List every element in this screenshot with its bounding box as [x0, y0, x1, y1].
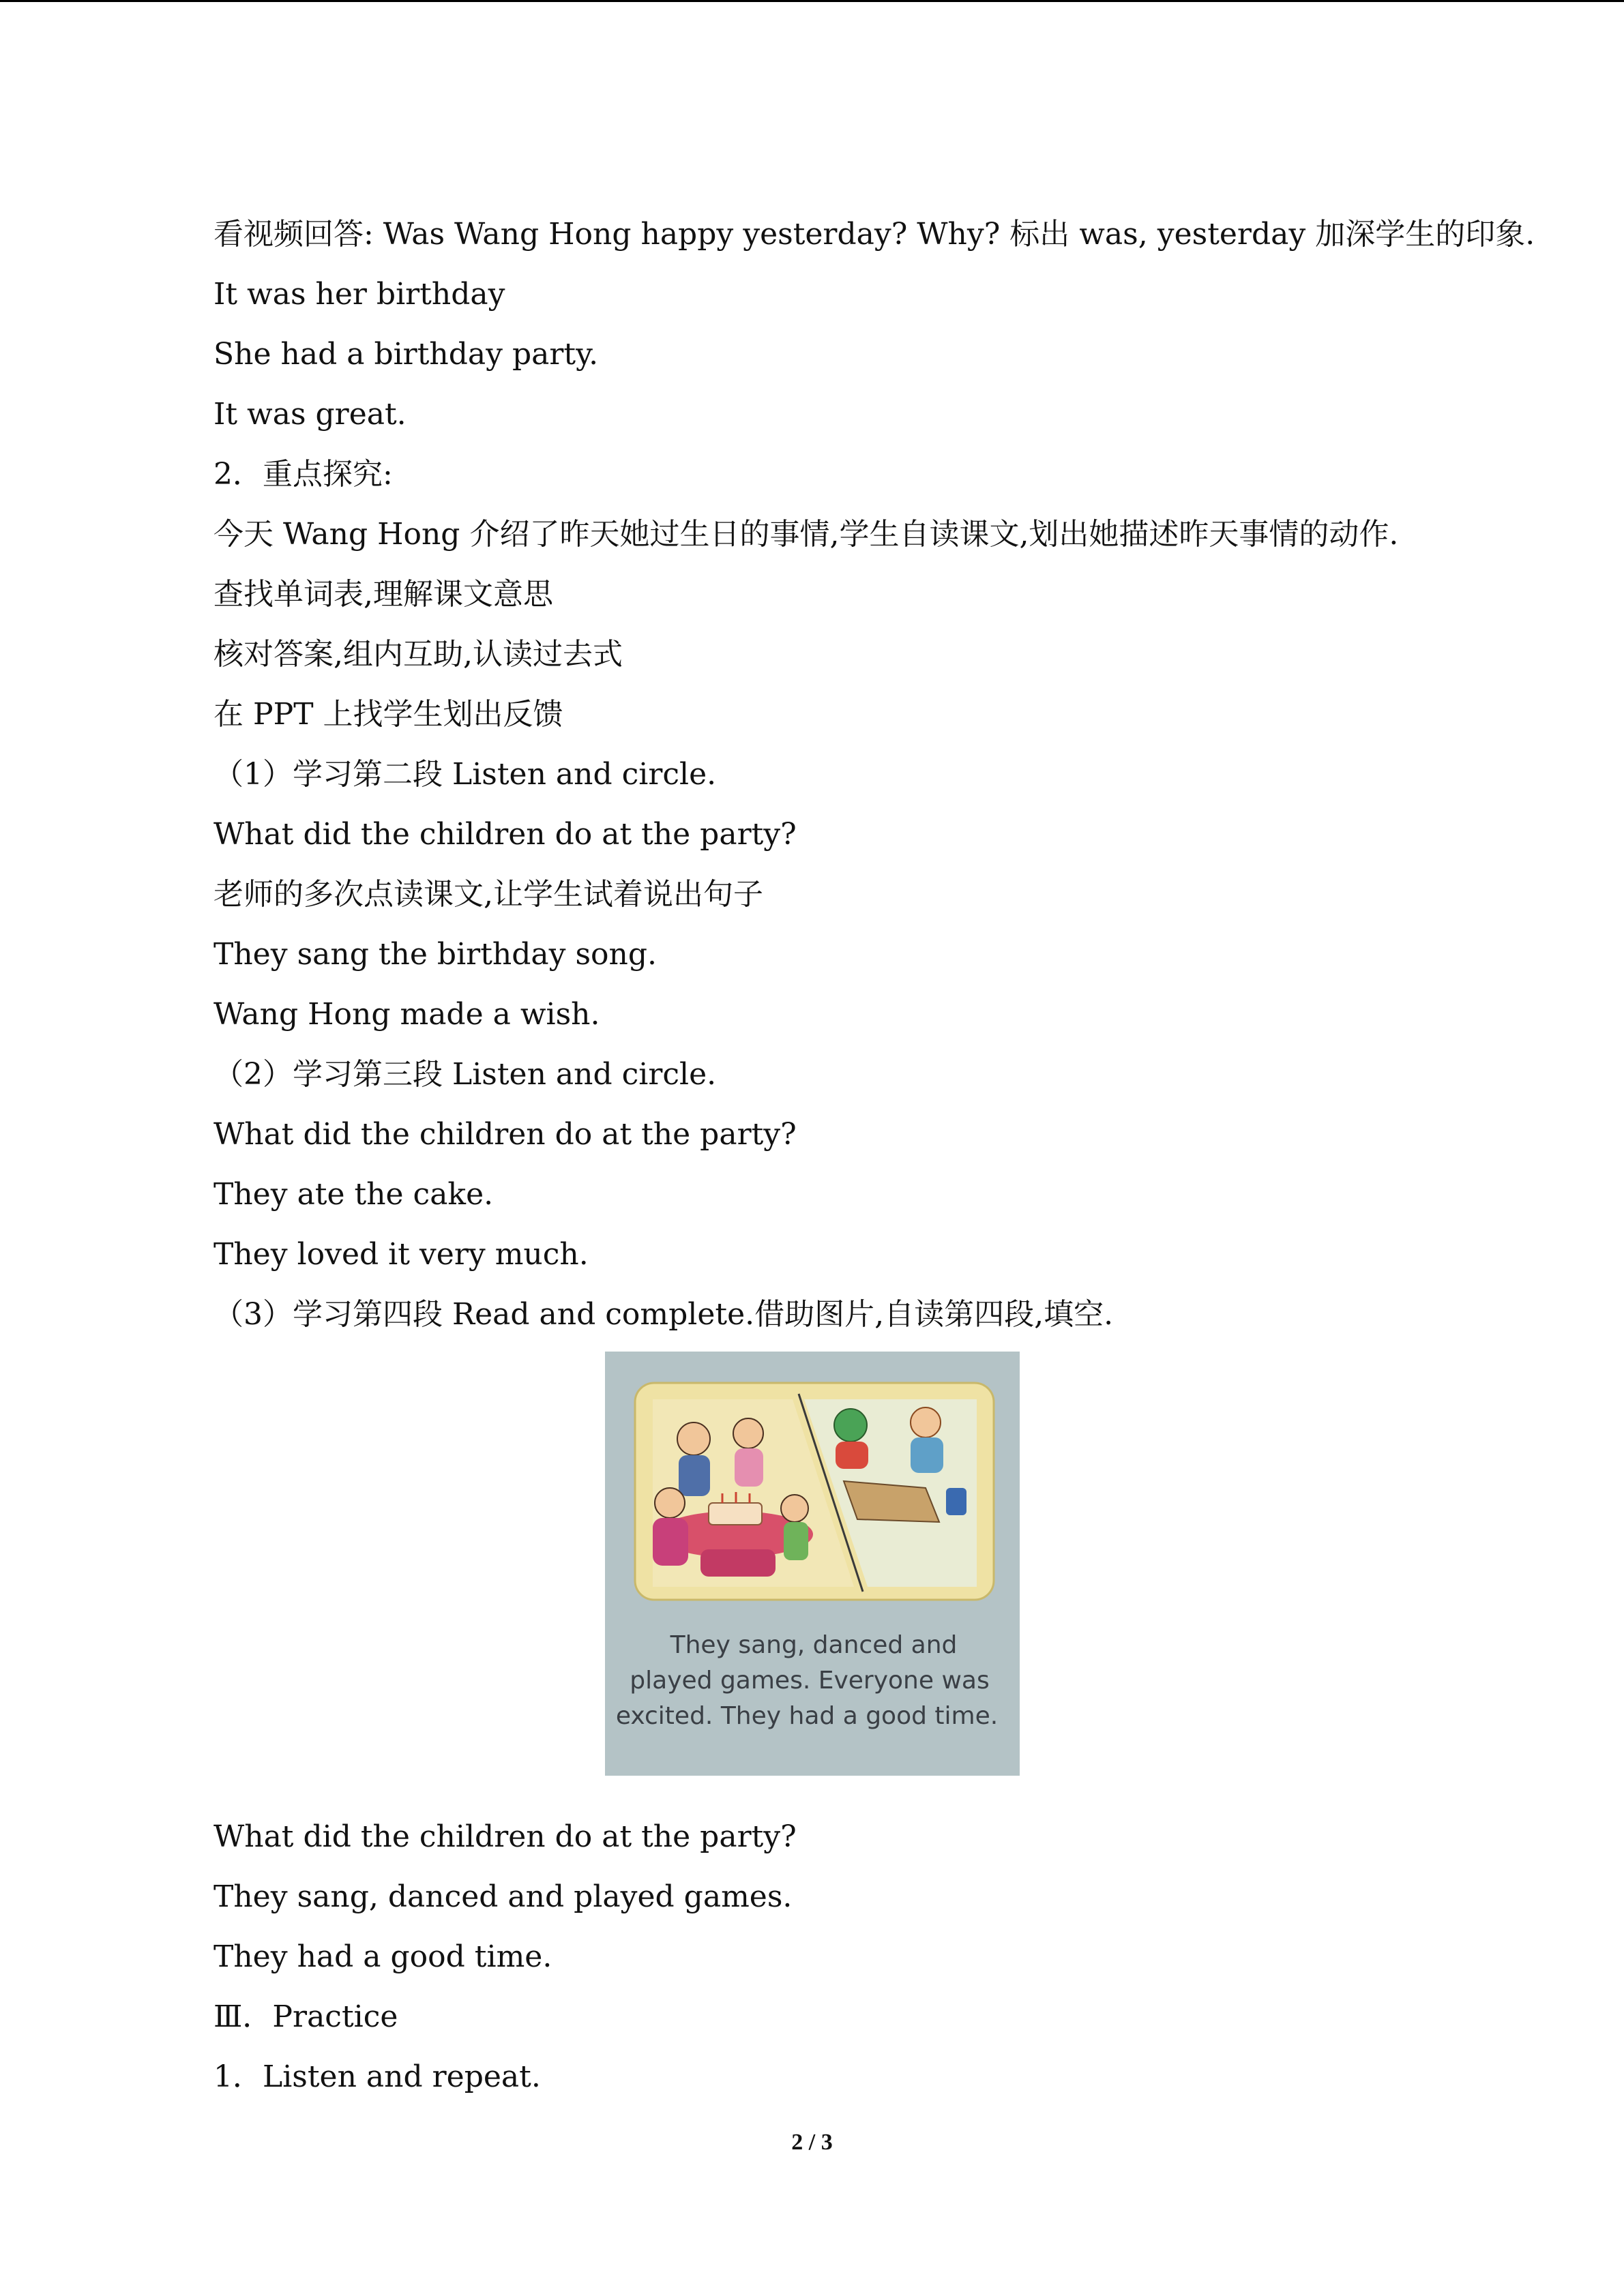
text-line: 今天 Wang Hong 介绍了昨天她过生日的事情,学生自读课文,划出她描述昨天事情的动作.: [213, 517, 1399, 552]
text-line: 1．Listen and repeat.: [213, 2059, 541, 2094]
textbook-illustration: [605, 1352, 1020, 1776]
subsection-heading: （1）学习第二段 Listen and circle.: [213, 757, 717, 792]
text-line: It was great.: [213, 397, 407, 432]
text-line: They had a good time.: [213, 1939, 552, 1974]
subsection-heading: （3）学习第四段 Read and complete.借助图片,自读第四段,填空.: [213, 1297, 1114, 1332]
document-body: [213, 205, 1535, 2107]
person-head: [655, 1488, 685, 1518]
text-line: Wang Hong made a wish.: [213, 997, 600, 1032]
text-line: What did the children do at the party?: [213, 1819, 797, 1854]
illustration-svg: [605, 1352, 1020, 1776]
text-line: 查找单词表,理解课文意思: [213, 577, 553, 612]
caption-line: excited. They had a good time.: [615, 1702, 999, 1730]
person-body: [653, 1518, 688, 1566]
text-line: 老师的多次点读课文,让学生试着说出句子: [213, 877, 763, 912]
text-line: It was her birthday: [213, 277, 505, 312]
person-head: [781, 1495, 808, 1522]
text-line: 核对答案,组内互助,认读过去式: [213, 637, 623, 672]
page-number: 2 / 3: [791, 2130, 833, 2155]
text-line: 在 PPT 上找学生划出反馈: [213, 697, 563, 732]
toy-character-body: [836, 1442, 868, 1469]
text-line: What did the children do at the party?: [213, 1117, 797, 1152]
caption-line: played games. Everyone was: [630, 1667, 990, 1695]
person-head: [733, 1418, 763, 1448]
text-line: They sang, danced and played games.: [213, 1879, 793, 1914]
birthday-cake: [709, 1503, 762, 1525]
text-line: They loved it very much.: [213, 1237, 589, 1272]
game-board: [844, 1481, 939, 1522]
text-line: She had a birthday party.: [213, 337, 599, 372]
text-line: 看视频回答: Was Wang Hong happy yesterday? Why? 标出 was, yesterday 加深学生的印象.: [213, 217, 1535, 252]
toy-character-head: [834, 1409, 867, 1442]
subsection-heading: （2）学习第三段 Listen and circle.: [213, 1057, 717, 1092]
person-head: [677, 1422, 710, 1455]
boy-body: [911, 1437, 943, 1473]
person-body: [735, 1448, 763, 1487]
children-group: [700, 1549, 776, 1577]
text-line: What did the children do at the party?: [213, 817, 797, 852]
game-piece: [946, 1488, 966, 1515]
text-line: They sang the birthday song.: [213, 937, 658, 972]
text-line: They ate the cake.: [213, 1177, 494, 1212]
page-top-border: [0, 0, 1624, 2]
section-heading: Ⅲ．Practice: [213, 1999, 398, 2034]
person-body: [679, 1455, 710, 1496]
person-body: [784, 1522, 808, 1560]
caption-line: They sang, danced and: [670, 1631, 958, 1659]
boy-head: [911, 1407, 941, 1437]
section-heading: 2．重点探究:: [213, 457, 393, 492]
